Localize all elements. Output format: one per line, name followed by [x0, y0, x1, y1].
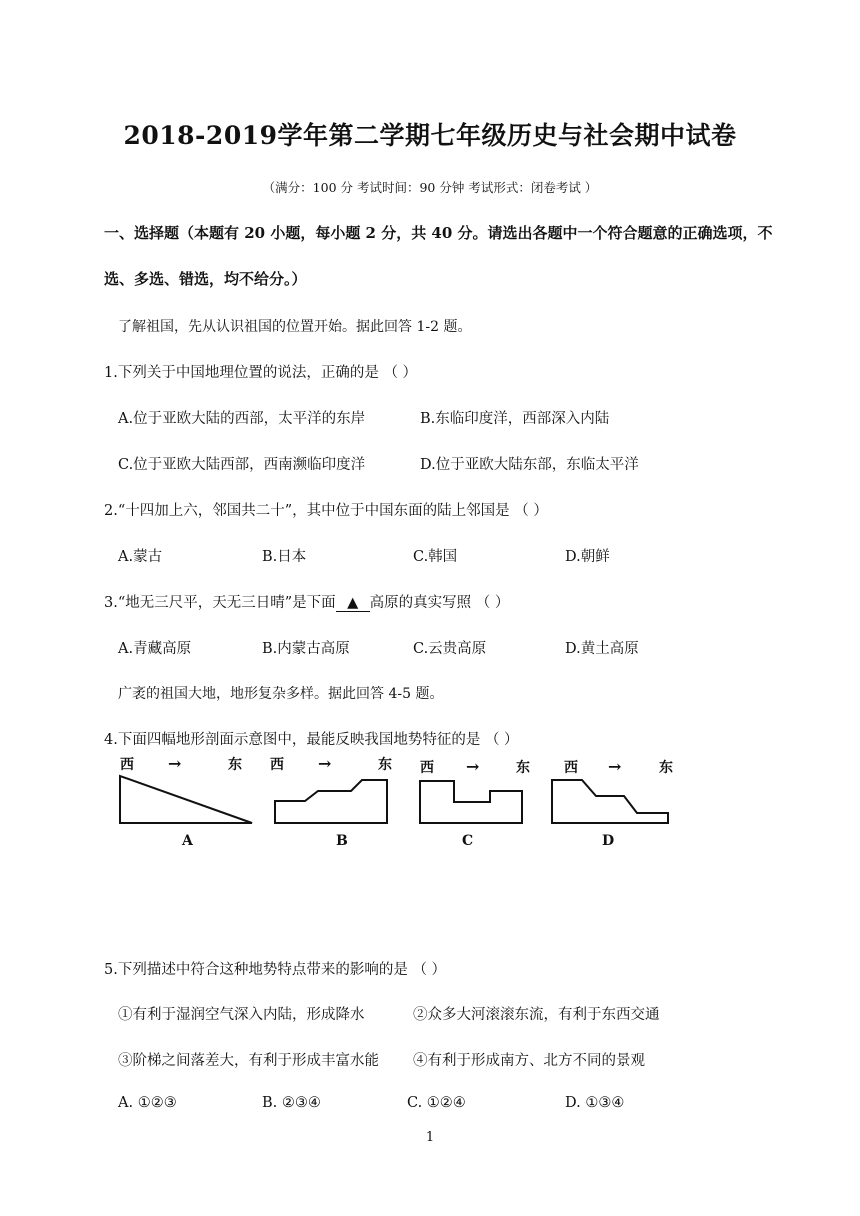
- page-number: 1: [425, 1130, 435, 1145]
- diagram-c-east: 东: [516, 760, 530, 776]
- diagram-a-east: 东: [228, 757, 242, 773]
- question-5-option-b: B. ②③④: [262, 1095, 321, 1111]
- question-2-stem: 2.“十四加上六，邻国共二十”，其中位于中国东面的陆上邻国是 （ ）: [104, 503, 548, 519]
- diagram-d-label: D: [602, 833, 615, 849]
- question-1-option-d: D.位于亚欧大陆东部，东临太平洋: [420, 457, 639, 473]
- question-3-stem: [104, 591, 509, 612]
- question-3-stem-before: 3.“地无三尺平，天无三日晴”是下面: [104, 595, 336, 611]
- question-2-option-d: D.朝鲜: [565, 549, 610, 565]
- question-2-option-c: C.韩国: [413, 549, 458, 565]
- question-5-option-a: A. ①②③: [118, 1095, 177, 1111]
- exam-info: （满分：100 分 考试时间：90 分钟 考试形式：闭卷考试 ）: [262, 180, 598, 195]
- intro-q1-2: 了解祖国，先从认识祖国的位置开始。据此回答 1-2 题。: [118, 319, 472, 335]
- question-5-statement-2: ②众多大河滚滚东流，有利于东西交通: [413, 1007, 660, 1023]
- diagram-a-west: 西: [120, 757, 134, 773]
- diagram-c-label: C: [462, 833, 474, 849]
- profile-c-shape: [420, 781, 522, 823]
- question-4-stem: 4.下面四幅地形剖面示意图中，最能反映我国地势特征的是 （ ）: [104, 732, 519, 748]
- intro-q4-5: 广袤的祖国大地，地形复杂多样。据此回答 4-5 题。: [118, 686, 444, 702]
- question-3-stem-after: 高原的真实写照 （ ）: [369, 595, 510, 611]
- question-5-statement-1: ①有利于湿润空气深入内陆，形成降水: [118, 1007, 365, 1023]
- diagram-b-west: 西: [270, 757, 284, 773]
- diagram-b-east: 东: [378, 757, 392, 773]
- question-5-option-c: C. ①②④: [407, 1095, 466, 1111]
- question-5-stem: 5.下列描述中符合这种地势特点带来的影响的是 （ ）: [104, 962, 447, 978]
- exam-title: 2018-2019学年第二学期七年级历史与社会期中试卷: [123, 121, 737, 150]
- answer-blank: ▲: [336, 595, 370, 612]
- diagram-b-label: B: [336, 833, 348, 849]
- question-2-option-a: A.蒙古: [118, 549, 163, 565]
- diagram-d-east: 东: [659, 760, 673, 776]
- question-5-statement-4: ④有利于形成南方、北方不同的景观: [413, 1053, 645, 1069]
- profile-b-shape: [275, 780, 387, 823]
- section-heading-line2: 选、多选、错选，均不给分。）: [104, 270, 307, 288]
- question-3-option-c: C.云贵高原: [413, 641, 487, 657]
- diagram-a-label: A: [182, 833, 193, 849]
- terrain-profile-svg: [112, 754, 692, 854]
- question-1-option-b: B.东临印度洋，西部深入内陆: [420, 411, 610, 427]
- terrain-profile-diagrams: [112, 754, 692, 854]
- profile-d-shape: [552, 780, 668, 823]
- section-heading-line1: 一、选择题（本题有 20 小题，每小题 2 分，共 40 分。请选出各题中一个符合题意的正确选项，不: [104, 224, 773, 242]
- diagram-b-arrow: →: [318, 754, 332, 773]
- diagram-d-arrow: →: [608, 757, 622, 776]
- diagram-c-arrow: →: [466, 757, 480, 776]
- diagram-d-west: 西: [564, 760, 578, 776]
- question-5-statement-3: ③阶梯之间落差大，有利于形成丰富水能: [118, 1053, 379, 1069]
- diagram-c-west: 西: [420, 760, 434, 776]
- question-2-option-b: B.日本: [262, 549, 307, 565]
- question-3-option-b: B.内蒙古高原: [262, 641, 350, 657]
- profile-a-shape: [120, 776, 252, 823]
- question-1-option-c: C.位于亚欧大陆西部，西南濒临印度洋: [118, 457, 366, 473]
- question-1-stem: 1.下列关于中国地理位置的说法，正确的是 （ ）: [104, 365, 418, 381]
- diagram-a-arrow: →: [168, 754, 182, 773]
- question-1-option-a: A.位于亚欧大陆的西部，太平洋的东岸: [118, 411, 366, 427]
- question-5-option-d: D. ①③④: [565, 1095, 625, 1111]
- question-3-option-d: D.黄土高原: [565, 641, 639, 657]
- question-3-option-a: A.青藏高原: [118, 641, 192, 657]
